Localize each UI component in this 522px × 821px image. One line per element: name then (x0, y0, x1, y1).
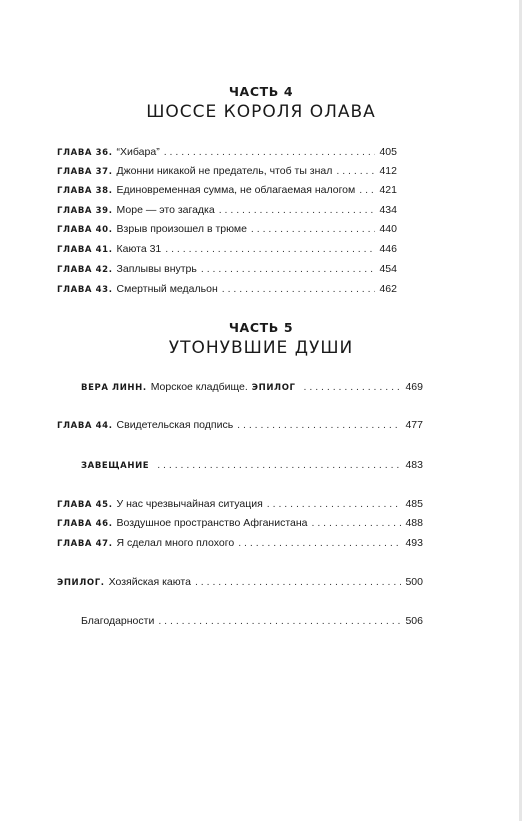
part-5-label: ЧАСТЬ 5 (228, 320, 294, 335)
dot-leader (195, 575, 402, 589)
toc-entry-ch47[interactable] (57, 536, 423, 551)
dot-leader (157, 458, 401, 472)
toc-page-number: 493 (405, 537, 423, 549)
toc-chapter-number: ГЛАВА 42. (57, 265, 113, 275)
toc-entry-ch41[interactable] (57, 242, 397, 257)
toc-chapter-number: ГЛАВА 45. (57, 500, 113, 510)
toc-chapter-number: ГЛАВА 47. (57, 539, 113, 549)
toc-page-number: 412 (379, 165, 397, 177)
dot-leader (201, 262, 376, 276)
toc-page-number: 446 (379, 243, 397, 255)
toc-section-suffix: ЭПИЛОГ (251, 383, 296, 393)
toc-chapter-title: Единовременная сумма, не облагаемая налогом (116, 184, 356, 196)
toc-entry-acknowledgements[interactable] (81, 614, 423, 628)
toc-chapter-title: Взрыв произошел в трюме (116, 223, 247, 235)
toc-entry-testament[interactable] (81, 458, 423, 473)
dot-leader (312, 516, 402, 530)
toc-entry-ch42[interactable] (57, 262, 397, 277)
toc-section-prefix: ЗАВЕЩАНИЕ (81, 461, 150, 471)
toc-chapter-title: Каюта 31 (116, 243, 162, 255)
toc-chapter-title: Я сделал много плохого (116, 537, 235, 549)
dot-leader (219, 203, 376, 217)
toc-chapter-number: ГЛАВА 44. (57, 421, 113, 431)
toc-chapter-title: Смертный медальон (116, 283, 218, 295)
dot-leader (158, 614, 401, 628)
dot-leader (251, 222, 376, 236)
toc-section-prefix: ЭПИЛОГ. (57, 578, 105, 588)
toc-page-number: 488 (405, 517, 423, 529)
dot-leader (238, 536, 401, 550)
toc-chapter-number: ГЛАВА 46. (57, 519, 113, 529)
toc-page-number: 483 (405, 459, 423, 471)
toc-chapter-title: Благодарности (81, 615, 155, 627)
dot-leader (222, 282, 376, 296)
toc-entry-ch44[interactable] (57, 418, 423, 433)
toc-entry-ch45[interactable] (57, 497, 423, 512)
toc-page-number: 469 (405, 381, 423, 393)
toc-page-number: 462 (379, 283, 397, 295)
dot-leader (336, 164, 375, 178)
toc-chapter-number: ГЛАВА 43. (57, 285, 113, 295)
toc-chapter-title: Хозяйская каюта (108, 576, 191, 588)
dot-leader (237, 418, 401, 432)
toc-chapter-title: У нас чрезвычайная ситуация (116, 498, 263, 510)
toc-page-number: 500 (405, 576, 423, 588)
dot-leader (164, 145, 376, 159)
toc-chapter-number: ГЛАВА 38. (57, 186, 113, 196)
toc-page-number: 440 (379, 223, 397, 235)
toc-page-number: 454 (379, 263, 397, 275)
dot-leader (304, 380, 402, 394)
part-5-title: УТОНУВШИЕ ДУШИ (168, 338, 354, 358)
toc-entry-ch37[interactable] (57, 164, 397, 179)
toc-chapter-title: “Хибара” (116, 146, 160, 158)
toc-entry-ch36[interactable] (57, 145, 397, 160)
toc-entry-vera-lynn[interactable] (81, 380, 423, 395)
toc-chapter-number: ГЛАВА 36. (57, 148, 113, 158)
toc-chapter-title: Море — это загадка (116, 204, 215, 216)
part-4-title: ШОССЕ КОРОЛЯ ОЛАВА (146, 102, 376, 122)
toc-entry-ch40[interactable] (57, 222, 397, 237)
toc-chapter-title: Джонни никакой не предатель, чтоб ты знал (116, 165, 333, 177)
toc-chapter-number: ГЛАВА 40. (57, 225, 113, 235)
toc-chapter-number: ГЛАВА 39. (57, 206, 113, 216)
toc-entry-ch39[interactable] (57, 203, 397, 218)
toc-chapter-title: Свидетельская подпись (116, 419, 234, 431)
toc-chapter-number: ГЛАВА 37. (57, 167, 113, 177)
toc-chapter-number: ГЛАВА 41. (57, 245, 113, 255)
toc-page-number: 434 (379, 204, 397, 216)
toc-page-number: 506 (405, 615, 423, 627)
toc-chapter-title: Морское кладбище. (150, 381, 248, 393)
toc-entry-epilogue[interactable] (57, 575, 423, 590)
toc-page-number: 477 (405, 419, 423, 431)
toc-chapter-title: Заплывы внутрь (116, 263, 197, 275)
toc-entry-ch46[interactable] (57, 516, 423, 531)
dot-leader (359, 183, 375, 197)
toc-section-prefix: ВЕРА ЛИНН. (81, 383, 147, 393)
dot-leader (267, 497, 402, 511)
toc-entry-ch38[interactable] (57, 183, 397, 198)
toc-chapter-title: Воздушное пространство Афганистана (116, 517, 308, 529)
toc-page-number: 485 (405, 498, 423, 510)
dot-leader (165, 242, 375, 256)
part-4-label: ЧАСТЬ 4 (228, 84, 294, 99)
toc-page-number: 405 (379, 146, 397, 158)
toc-page-number: 421 (379, 184, 397, 196)
toc-entry-ch43[interactable] (57, 282, 397, 297)
